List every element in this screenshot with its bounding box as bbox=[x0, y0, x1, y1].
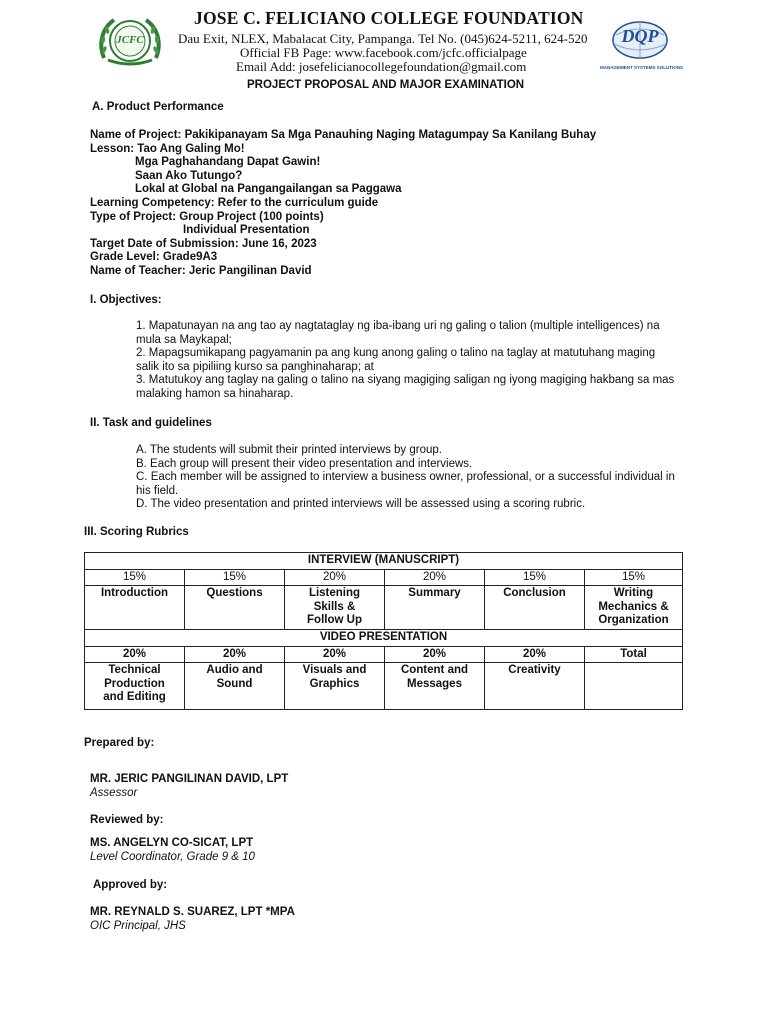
weight-cell: 20% bbox=[385, 646, 485, 663]
weight-cell: 20% bbox=[485, 646, 585, 663]
table-row bbox=[85, 586, 683, 630]
task-item: B. Each group will present their video presentation and interviews. bbox=[136, 457, 473, 470]
interview-section-title: INTERVIEW (MANUSCRIPT) bbox=[85, 553, 683, 570]
table-row bbox=[85, 663, 683, 710]
project-details bbox=[90, 129, 710, 279]
task-item: D. The video presentation and printed interviews will be assessed using a scoring rubric. bbox=[136, 498, 586, 511]
learning-competency: Learning Competency: Refer to the curriculum guide bbox=[90, 196, 379, 209]
section-a-heading: A. Product Performance bbox=[92, 101, 224, 113]
weight-cell: 20% bbox=[285, 646, 385, 663]
video-section-title: VIDEO PRESENTATION bbox=[85, 629, 683, 646]
prepared-by-name: MR. JERIC PANGILINAN DAVID, LPT bbox=[90, 773, 289, 785]
task-item: C. Each member will be assigned to interview a business owner, professional, or a successful individual in his field. bbox=[136, 471, 675, 497]
criterion-cell: Content and Messages bbox=[385, 663, 485, 710]
table-row bbox=[85, 553, 683, 570]
objective-item: 1. Mapatunayan na ang tao ay nagtataglay ng iba-ibang uri ng galing o talion (multiple intelligences) na mula sa Maykapal; bbox=[136, 320, 660, 346]
college-name: JOSE C. FELICIANO COLLEGE FOUNDATION bbox=[194, 8, 584, 28]
college-email: Email Add: josefelicianocollegefoundation@gmail.com bbox=[236, 59, 527, 74]
project-name: Name of Project: Pakikipanayam Sa Mga Panauhing Naging Matagumpay Sa Kanilang Buhay bbox=[90, 129, 597, 141]
college-fb-page: Official FB Page: www.facebook.com/jcfc.officialpage bbox=[240, 45, 527, 60]
objectives-list bbox=[136, 320, 681, 402]
reviewed-by-role: Level Coordinator, Grade 9 & 10 bbox=[90, 851, 255, 863]
teacher-name: Name of Teacher: Jeric Pangilinan David bbox=[90, 264, 312, 277]
objective-item: 3. Matutukoy ang taglay na galing o talino na siyang magiging saligan ng iyong magiging hakbang sa mas malaking hamon sa hinaharap. bbox=[136, 374, 675, 400]
lesson-item: Saan Ako Tutungo? bbox=[135, 169, 243, 182]
criterion-cell: Listening Skills & Follow Up bbox=[285, 586, 385, 630]
weight-cell: 20% bbox=[85, 646, 185, 663]
prepared-by-label: Prepared by: bbox=[84, 737, 155, 749]
tasks-heading: II. Task and guidelines bbox=[90, 417, 212, 429]
lesson-label: Lesson: Tao Ang Galing Mo! bbox=[90, 142, 245, 155]
lesson-item: Mga Paghahandang Dapat Gawin! bbox=[135, 156, 321, 169]
criterion-cell: Summary bbox=[385, 586, 485, 630]
project-type: Type of Project: Group Project (100 points) bbox=[90, 210, 324, 223]
criterion-cell: Introduction bbox=[85, 586, 185, 630]
weight-cell: 15% bbox=[485, 569, 585, 586]
approved-by-role: OIC Principal, JHS bbox=[90, 920, 186, 932]
grade-level: Grade Level: Grade9A3 bbox=[90, 251, 218, 264]
scoring-rubric-table bbox=[84, 552, 683, 710]
table-row bbox=[85, 646, 683, 663]
weight-cell: 20% bbox=[385, 569, 485, 586]
objectives-heading: I. Objectives: bbox=[90, 294, 162, 306]
college-address: Dau Exit, NLEX, Mabalacat City, Pampanga. Tel No. (045)624-5211, 624-520 bbox=[178, 31, 588, 46]
college-seal-logo bbox=[96, 14, 164, 70]
document-title: PROJECT PROPOSAL AND MAJOR EXAMINATION bbox=[247, 79, 525, 91]
target-date: Target Date of Submission: June 16, 2023 bbox=[90, 237, 317, 250]
lesson-item: Lokal at Global na Pangangailangan sa Paggawa bbox=[135, 183, 402, 196]
table-row bbox=[85, 569, 683, 586]
approved-by-name: MR. REYNALD S. SUAREZ, LPT *MPA bbox=[90, 906, 295, 918]
dqp-logo-caption: MANAGEMENT SYSTEMS SOLUTIONS bbox=[600, 65, 684, 70]
total-value-cell bbox=[585, 663, 683, 710]
table-row bbox=[85, 629, 683, 646]
task-item: A. The students will submit their printed interviews by group. bbox=[136, 444, 442, 456]
rubrics-heading: III. Scoring Rubrics bbox=[84, 526, 189, 538]
criterion-cell: Visuals and Graphics bbox=[285, 663, 385, 710]
criterion-cell: Questions bbox=[185, 586, 285, 630]
criterion-cell: Technical Production and Editing bbox=[85, 663, 185, 710]
prepared-by-role: Assessor bbox=[90, 787, 138, 799]
college-seal-text: JCFC bbox=[116, 34, 144, 46]
reviewed-by-label: Reviewed by: bbox=[90, 814, 164, 826]
criterion-cell: Audio and Sound bbox=[185, 663, 285, 710]
criterion-cell: Conclusion bbox=[485, 586, 585, 630]
dqp-logo-text: DQP bbox=[621, 26, 659, 46]
weight-cell: 15% bbox=[85, 569, 185, 586]
weight-cell: 20% bbox=[285, 569, 385, 586]
reviewed-by-name: MS. ANGELYN CO-SICAT, LPT bbox=[90, 837, 254, 849]
weight-cell: 20% bbox=[185, 646, 285, 663]
dqp-certification-logo bbox=[600, 20, 684, 70]
approved-by-label: Approved by: bbox=[93, 879, 168, 891]
weight-cell: 15% bbox=[185, 569, 285, 586]
total-header-cell: Total bbox=[585, 646, 683, 663]
tasks-list bbox=[136, 444, 681, 512]
weight-cell: 15% bbox=[585, 569, 683, 586]
criterion-cell: Creativity bbox=[485, 663, 585, 710]
project-type-individual: Individual Presentation bbox=[183, 224, 310, 237]
criterion-cell: Writing Mechanics & Organization bbox=[585, 586, 683, 630]
objective-item: 2. Mapagsumikapang pagyamanin pa ang kung anong galing o talino na taglay at matutuhang maging salik ito sa pipiliing kurso sa panghinaharap; at bbox=[136, 347, 656, 373]
